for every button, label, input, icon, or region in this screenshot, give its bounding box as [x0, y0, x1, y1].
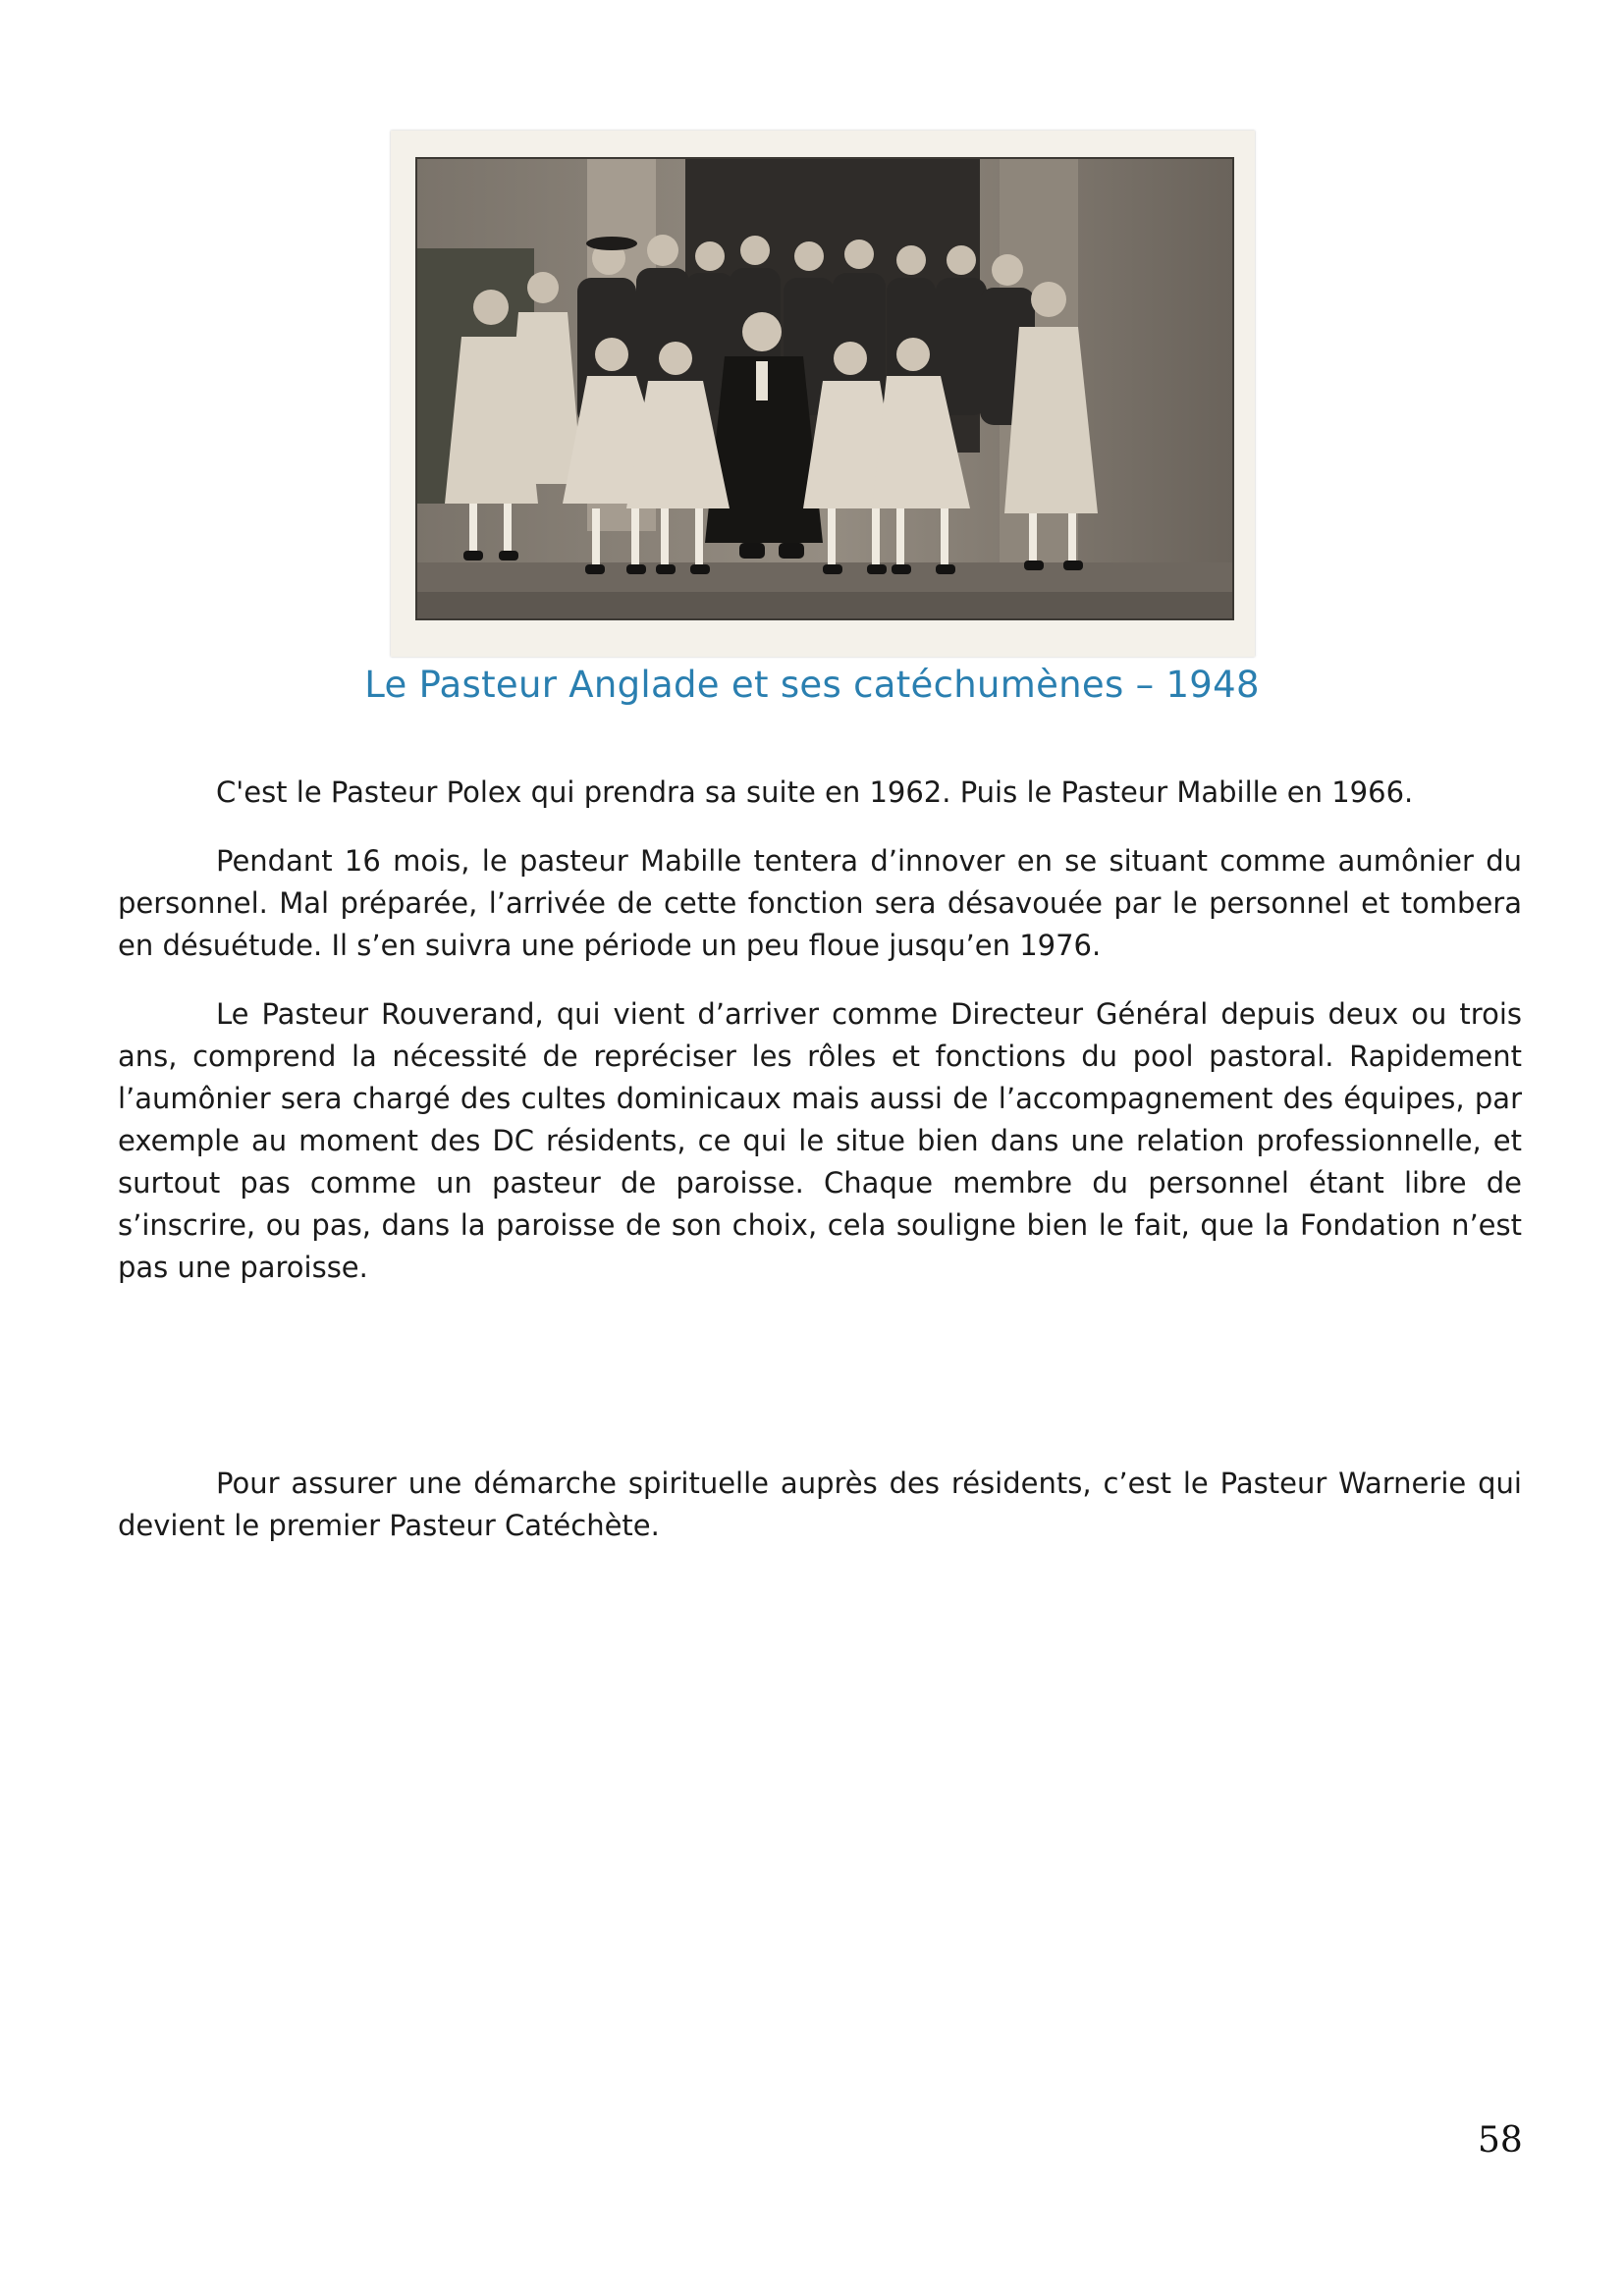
- group-photograph-icon: [391, 131, 1255, 657]
- paragraph-2: Pendant 16 mois, le pasteur Mabille tentera d’innover en se situant comme aumônier du personnel. Mal préparée, l’arrivée de cette fonction sera désavouée par le personnel et tombera en désuétude. Il s’en suivra une période un peu floue jusqu’en 1976.: [118, 844, 1522, 962]
- page-number: 58: [1478, 2120, 1523, 2161]
- paragraph-1: C'est le Pasteur Polex qui prendra sa suite en 1962. Puis le Pasteur Mabille en 1966.: [216, 775, 1414, 809]
- group-photograph: [391, 131, 1255, 657]
- photo-caption: Le Pasteur Anglade et ses catéchumènes – 1948: [364, 664, 1260, 706]
- paragraph-3: Le Pasteur Rouverand, qui vient d’arriver comme Directeur Général depuis deux ou trois ans, comprend la nécessité de repréciser les rôles et fonctions du pool pastoral. Rapidement l’aumônier sera chargé des cultes dominicaux mais aussi de l’accompagnement des équipes, par exemple au moment des DC résidents, ce qui le situe bien dans une relation professionnelle, et surtout pas comme un pasteur de paroisse. Chaque membre du personnel étant libre de s’inscrire, ou pas, dans la paroisse de son choix, cela souligne bien le fait, que la Fondation n’est pas une paroisse.: [118, 997, 1522, 1284]
- paragraph-4: Pour assurer une démarche spirituelle auprès des résidents, c’est le Pasteur Warnerie qui devient le premier Pasteur Catéchète.: [118, 1467, 1522, 1542]
